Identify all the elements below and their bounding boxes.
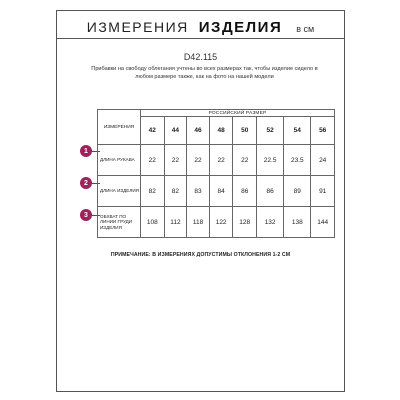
intro-text: Прибавки на свободу облегания учтены во всех размерах так, чтобы изделие сидело в любом размере также, как на фото на нашей модели <box>91 66 318 80</box>
table-cell: 128 <box>233 207 257 238</box>
tolerance-note: ПРИМЕЧАНИЕ: В ИЗМЕРЕНИЯХ ДОПУСТИМЫ ОТКЛОНЕНИЯ 1-2 СМ <box>110 252 291 258</box>
table-cell: 22 <box>164 145 187 176</box>
table-cell: 112 <box>164 207 187 238</box>
row-marker-3: 3 <box>80 209 92 221</box>
header-title-left: ИЗМЕРЕНИЯ <box>86 19 189 35</box>
table-cell: 84 <box>209 176 233 207</box>
table-cell: 22 <box>233 145 257 176</box>
size-group-header: РОССИЙСКИЙ РАЗМЕР <box>141 110 335 117</box>
table-cell: 132 <box>257 207 284 238</box>
size-header: 54 <box>284 117 311 145</box>
table-cell: 108 <box>141 207 165 238</box>
table-cell: 86 <box>233 176 257 207</box>
param-header: ИЗМЕРЕНИЯ <box>98 110 141 145</box>
size-table <box>97 109 335 238</box>
table-cell: 82 <box>164 176 187 207</box>
article-number: D42.115 <box>183 52 218 62</box>
row-marker-1: 1 <box>80 145 92 157</box>
table-cell: 22 <box>209 145 233 176</box>
row-marker-2: 2 <box>80 177 92 189</box>
sheet-header <box>57 11 344 39</box>
table-row <box>98 176 335 207</box>
table-cell: 22 <box>187 145 210 176</box>
size-header: 42 <box>141 117 165 145</box>
size-header: 48 <box>209 117 233 145</box>
row-label: ДЛИНА РУКАВА <box>98 145 141 176</box>
size-chart-sheet <box>56 10 345 392</box>
table-cell: 83 <box>187 176 210 207</box>
table-cell: 22.5 <box>257 145 284 176</box>
size-header: 44 <box>164 117 187 145</box>
row-label: ДЛИНА ИЗДЕЛИЯ <box>98 176 141 207</box>
header-unit: в см <box>296 24 315 34</box>
table-cell: 122 <box>209 207 233 238</box>
table-cell: 138 <box>284 207 311 238</box>
size-header: 56 <box>311 117 335 145</box>
table-cell: 89 <box>284 176 311 207</box>
table-cell: 22 <box>141 145 165 176</box>
table-cell: 82 <box>141 176 165 207</box>
size-header: 46 <box>187 117 210 145</box>
table-cell: 144 <box>311 207 335 238</box>
table-row <box>98 145 335 176</box>
table-cell: 118 <box>187 207 210 238</box>
header-title-main: ИЗДЕЛИЯ <box>198 19 283 36</box>
table-row <box>98 207 335 238</box>
size-header: 52 <box>257 117 284 145</box>
table-cell: 91 <box>311 176 335 207</box>
table-cell: 24 <box>311 145 335 176</box>
table-cell: 86 <box>257 176 284 207</box>
size-header: 50 <box>233 117 257 145</box>
row-label: ОБХВАТ ПО ЛИНИИ ГРУДИ ИЗДЕЛИЯ <box>98 207 141 238</box>
table-cell: 23.5 <box>284 145 311 176</box>
